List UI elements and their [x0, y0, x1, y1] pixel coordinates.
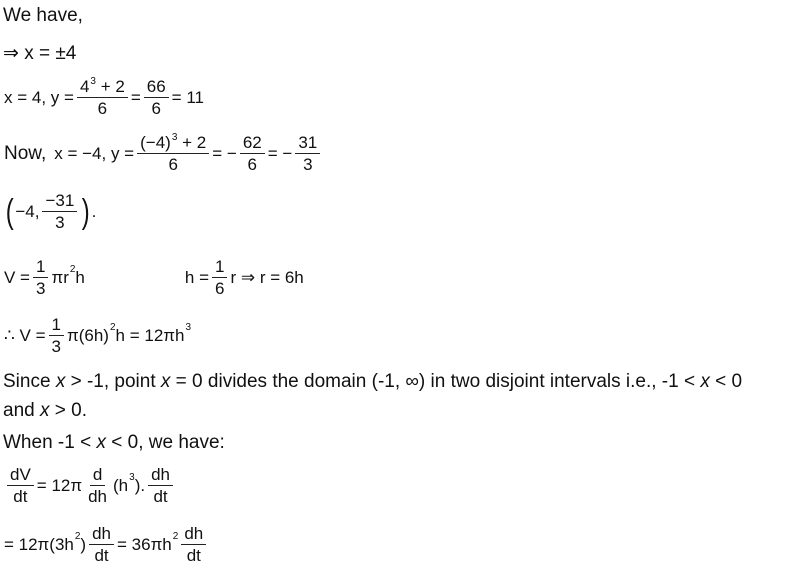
- fraction: $\frac{1}{3}$: [33, 258, 48, 298]
- expr: (h: [113, 475, 129, 495]
- line-x4-y: [4, 78, 204, 118]
- lhs: V =: [4, 267, 30, 287]
- expr: = 12π(3h: [4, 534, 74, 554]
- period: .: [91, 201, 97, 221]
- equals: = −: [267, 143, 293, 163]
- line-derivative-result: = 12π(3h $^2$ ) $\frac{dh}{dt}$ = 36πh $^2$ $\frac{dh}{dt}$: [4, 525, 209, 565]
- close-paren: ): [81, 192, 90, 231]
- fraction: $\frac{dh}{dt}$: [181, 525, 206, 565]
- expr: π(6h): [67, 325, 109, 345]
- line-volume: V = $\frac{1}{3}$ πr $^2$ h h = $\frac{1}{6}$ r ⇒ r = 6h: [4, 257, 304, 298]
- line-when: When -1 < x < 0, we have:: [3, 432, 225, 453]
- fraction: $\frac{1}{6}$: [212, 258, 227, 298]
- equals: = 36πh: [117, 534, 172, 554]
- equals: = 12π: [36, 475, 83, 495]
- now-label: Now,: [4, 142, 47, 164]
- expr: h = 12πh: [115, 325, 185, 345]
- lhs: ∴ V =: [4, 325, 46, 345]
- fraction: $\frac{66}{6}$: [144, 78, 169, 118]
- fraction: $\frac{1}{3}$: [49, 316, 64, 356]
- line-and: and x > 0.: [3, 400, 87, 421]
- equals: =: [130, 87, 141, 107]
- line-we-have: We have,: [3, 5, 83, 26]
- fraction: $\frac{(-4)^3 + 2}{6}$: [137, 134, 209, 174]
- line-x-neg4-y: [4, 134, 323, 174]
- fraction: $\frac{62}{6}$: [240, 134, 265, 174]
- fraction: $\frac{-31}{3}$: [42, 192, 77, 232]
- line-point: [4, 192, 96, 232]
- equals: = −: [212, 143, 237, 163]
- h-rhs: r ⇒ r = 6h: [230, 267, 304, 287]
- open-paren: (: [5, 192, 14, 231]
- result: = 11: [171, 87, 204, 107]
- expr: ).: [134, 475, 146, 495]
- expr: h: [75, 267, 85, 287]
- lhs: x = −4, y =: [54, 143, 135, 163]
- fraction: $\frac{dh}{dt}$: [148, 466, 173, 506]
- fraction: $\frac{31}{3}$: [295, 134, 320, 174]
- fraction: $\frac{d}{dh}$: [88, 465, 108, 506]
- expr: πr: [51, 267, 69, 287]
- lhs: x = 4, y =: [4, 87, 74, 107]
- fraction: $\frac{dh}{dt}$: [89, 525, 114, 565]
- line-since: Since x > -1, point x = 0 divides the domain (-1, ∞) in two disjoint intervals i.e., -1 < x < 0: [3, 371, 743, 392]
- line-volume-h: ∴ V = $\frac{1}{3}$ π(6h) $^2$ h = 12πh $^3$: [4, 315, 192, 356]
- h-lhs: h =: [184, 267, 209, 287]
- fraction: $\frac{4^3 + 2}{6}$: [77, 78, 128, 118]
- x-coord: −4,: [15, 201, 40, 221]
- fraction: $\frac{dV}{dt}$: [7, 466, 34, 506]
- line-derivative: $\frac{dV}{dt}$ = 12π $\frac{d}{dh}$ (h $^3$ ). $\frac{dh}{dt}$: [4, 466, 176, 506]
- expr: ): [80, 534, 87, 554]
- line-x-values: ⇒ x = ±4: [3, 43, 77, 64]
